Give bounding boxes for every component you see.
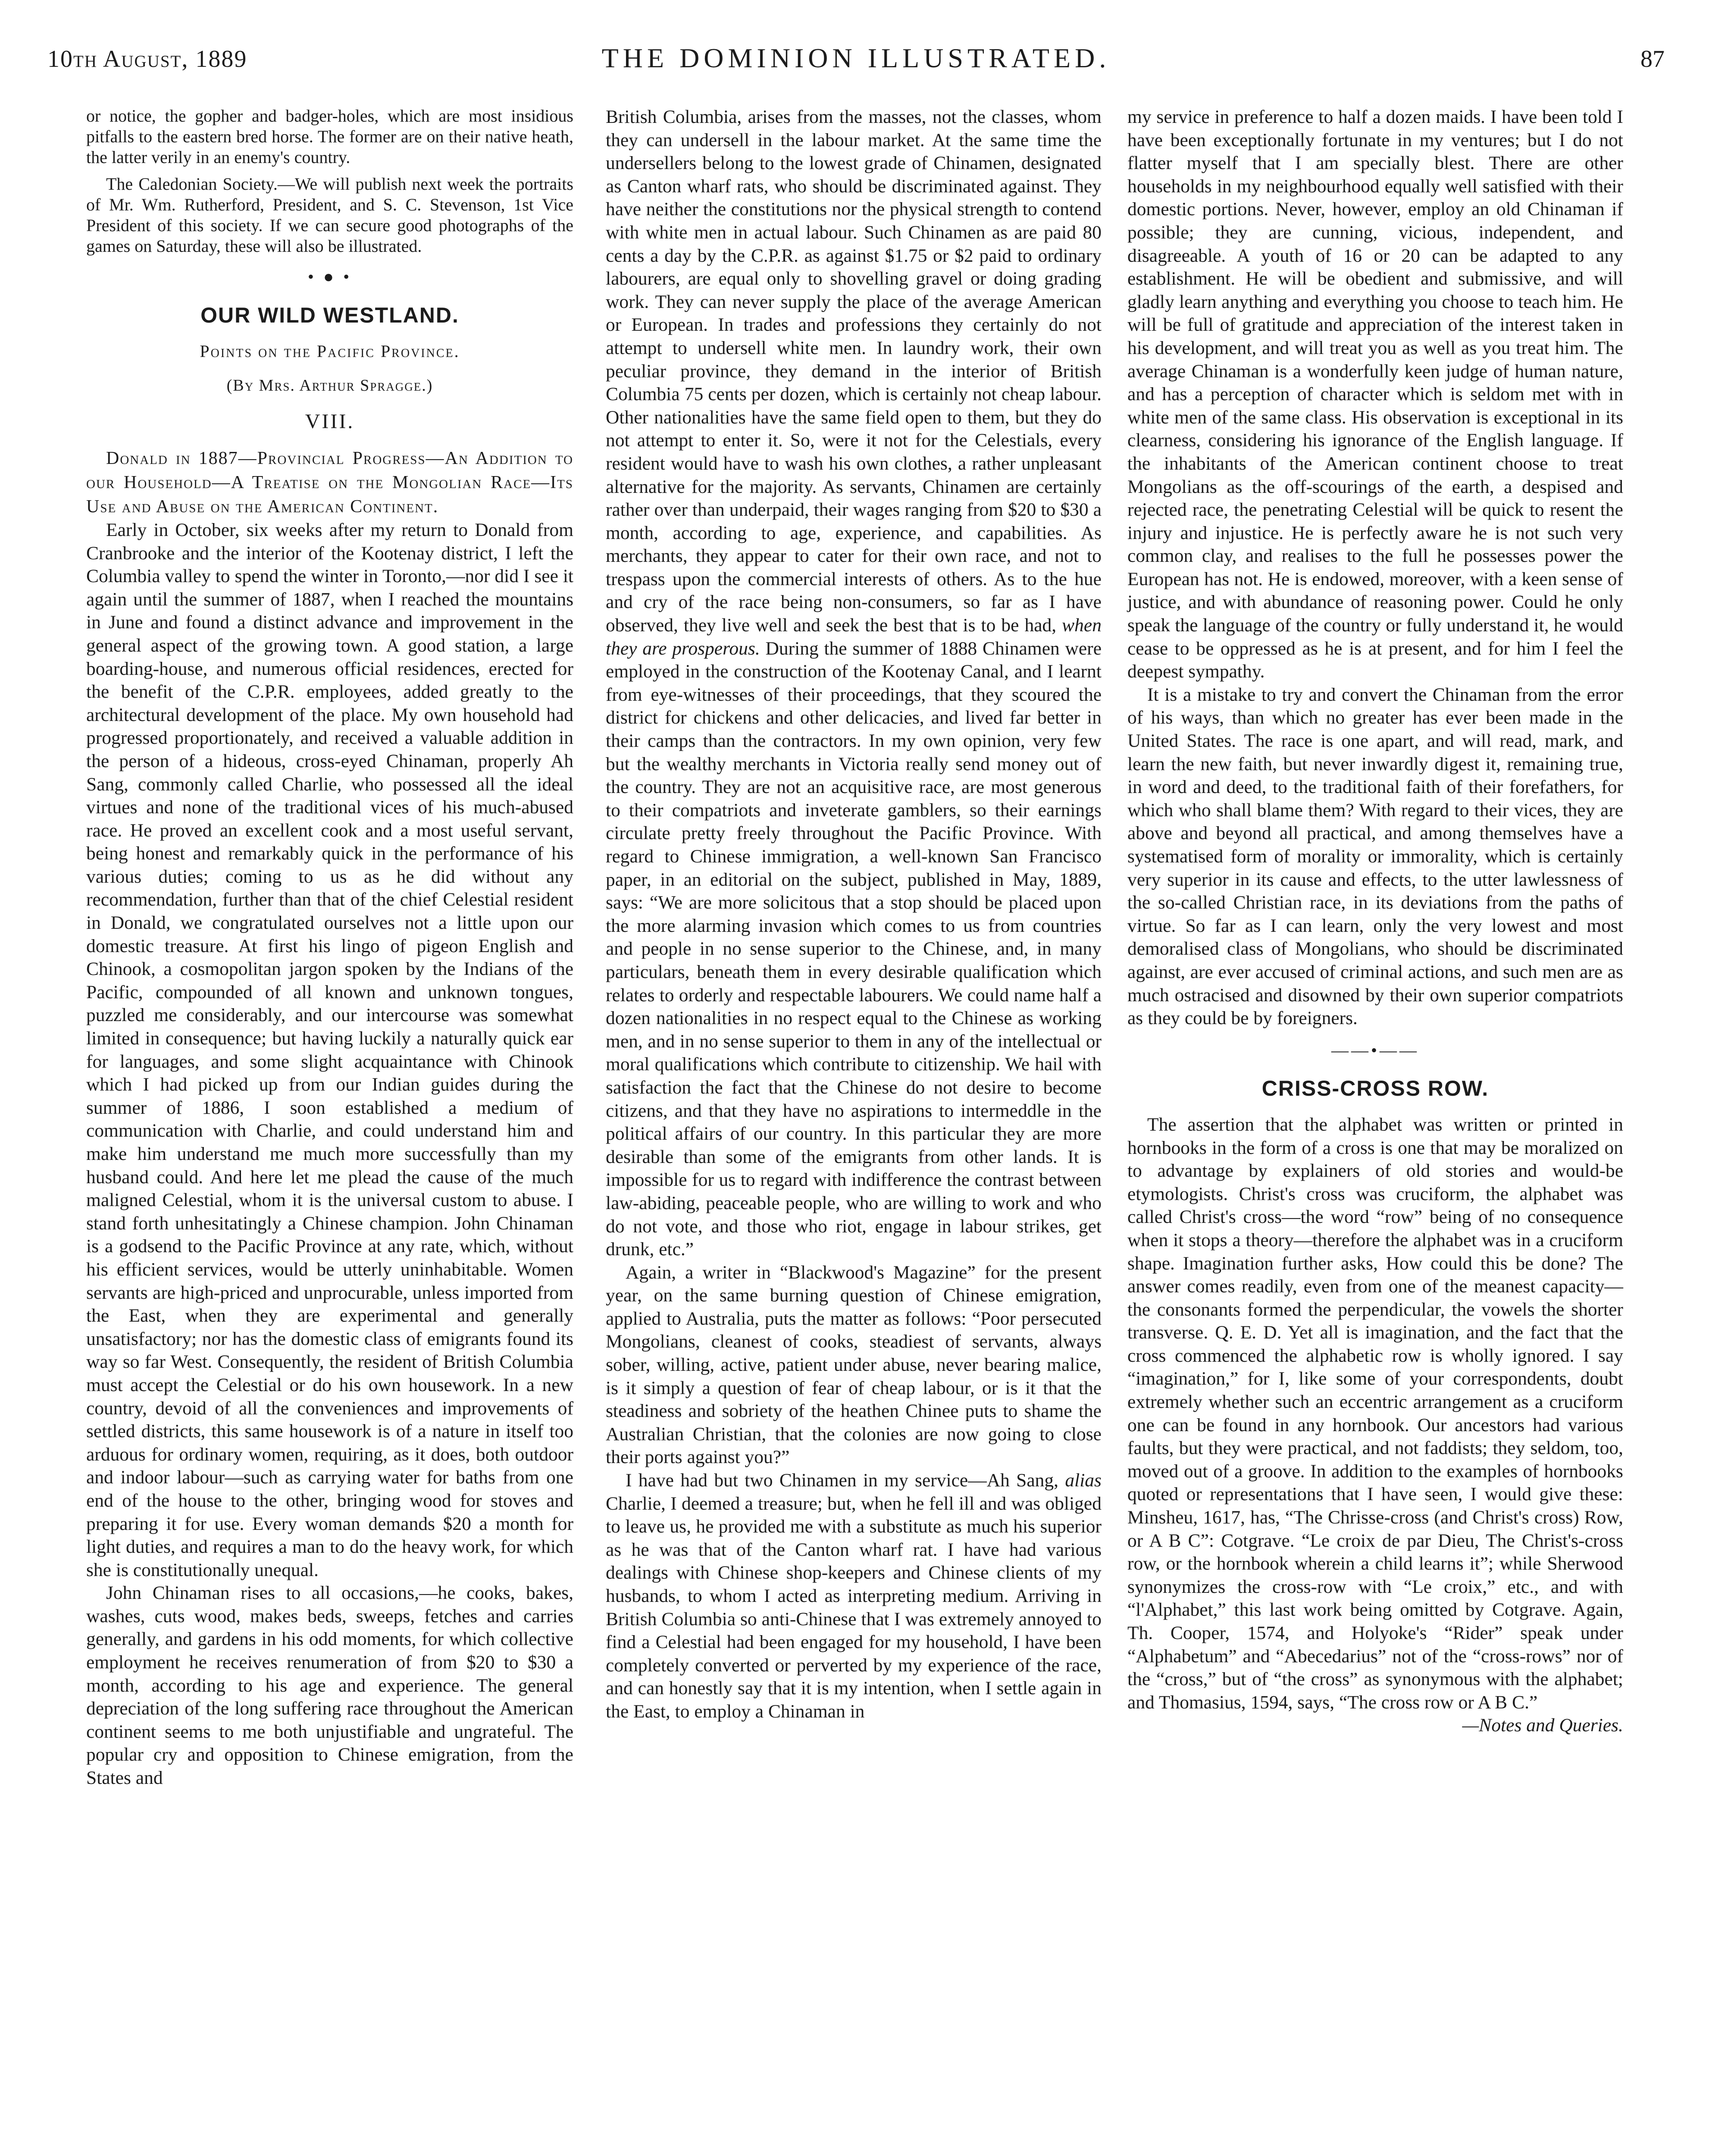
article-paragraph: The assertion that the alphabet was written or printed in hornbooks in the form of a cross is one that may be moralized on to advantage by explainers of old stories and would-be etymologists. Christ's cross was cruciform, the alphabet was called Christ's cross—the word “row” being of no consequence when it stops a theory—therefore the alphabet was in a cruciform shape. Imagination further asks, How could this be done? The answer comes readily, even from one of the meanest capacity—the consonants formed the perpendicular, the vowels the shorter transverse. Q. E. D. Yet all is imagination, and the fact that the cross commenced the alphabetic row is wholly ignored. I say “imagination,” for I, like some of your correspondents, doubt extremely whether such an eccentric arrangement as a cruciform one can be found in any hornbook. Our ancestors had various faults, but they were practical, and not faddists; they seldom, too, moved out of a groove. In addition to the examples of hornbooks quoted or representations that I have seen, I would give these: Minsheu, 1617, has, “The Chrisse-cross (and Christ's cross) Row, or A B C”: Cotgrave. “Le croix de par Dieu, The Christ's-cross row, or the hornbook wherein a child learns it”; while Sherwood synonymizes the cross-row with “Le croix,” etc., and with “l'Alphabet,” this last work being omitted by Cotgrave. Again, Th. Cooper, 1574, and Holyoke's “Rider” speak under “Alphabetum” and “Abecedarius” not of the “cross-rows” nor of the “cross,” but of “the cross” as synonymous with the alphabet; and Thomasius, 1594, says, “The cross row or A B C.” — [1127, 1114, 1623, 1713]
text-run: British Columbia, arises from the masses, not the classes, whom they can undersell in the labour market. At the same time the undersellers belong to the lowest grade of Chinamen, designated as Canton wharf rats, who should be discriminated against. They have neither the constitutions nor the physical strength to contend with white men in actual labour. Such Chinamen as are paid 80 cents a day by the C.P.R. as against $1.75 or $2 paid to ordinary labourers, are equal only to shovelling gravel or doing grading work. They can never supply the place of the average American or European. In trades and professions they certainly do not attempt to undersell white men. In laundry work, their own peculiar province, they demand in the interior of British Columbia 75 cents per dozen, which is certainly not cheap labour. Other nationalities have the same field open to them, but they do not attempt to enter it. So, were it not for the Celestials, every resident would have to wash his own clothes, a rather unpleasant alternative for the majority. As servants, Chinamen are certainly rather over than underpaid, their wages ranging from $20 to $30 a month, according to age, experience, and capabilities. As merchants, they appear to cater for their own race, and not to trespass upon the commercial interests of others. As to the hue and cry of the race being non-consumers, so far as I have observed, they live well and seek the best that is to be had, — [606, 107, 1102, 636]
article-byline: (By Mrs. Arthur Spragge.) — [226, 376, 433, 395]
text-run: I have had but two Chinamen in my service—Ah Sang, — [626, 1470, 1059, 1491]
page-header — [0, 0, 1712, 86]
section-divider: ——•—— — [1331, 1040, 1419, 1060]
column-3 — [1127, 106, 1623, 1737]
column-1 — [86, 106, 573, 1790]
article-paragraph: Early in October, six weeks after my return to Donald from Cranbrooke and the interior of the Kootenay district, I left the Columbia valley to spend the winter in Toronto,—nor did I see it again until the summer of 1887, when I reached the mountains in June and found a distinct advance and improvement in the general aspect of the growing town. A good station, a large boarding-house, and numerous official residences, erected for the benefit of the C.P.R. employees, added greatly to the architectural development of the place. My own household had progressed proportionately, and received a valuable addition in the person of a hideous, cross-eyed Chinaman, properly Ah Sang, commonly called Charlie, who possessed all the ideal virtues and none of the traditional vices of his much-abused race. He proved an excellent cook and a most useful servant, being honest and remarkably quick in the performance of his various duties; coming to us as he did without any recommendation, further than that of the chief Celestial resident in Donald, we congratulated ourselves not a little upon our domestic treasure. At first his lingo of pigeon English and Chinook, a cosmopolitan jargon spoken by the Indians of the Pacific, compounded of all known and unknown tongues, puzzled me considerably, and our intercourse was somewhat limited in consequence; but having luckily a naturally quick ear for languages, and some slight acquaintance with Chinook which I had picked up from our Indian guides during the summer of 1886, I soon established a medium of communication with Charlie, and could understand him and make him understand me much more successfully than my husband could. And here let me plead the cause of the much maligned Celestial, whom it is the universal custom to abuse. I stand forth unhesitatingly a Chinese champion. John Chinaman is a godsend to the Pacific Province at any rate, which, without his efficient services, would be utterly uninhabitable. Women servants are high-priced and unprocurable, unless imported from the East, when they are experimental and generally unsatisfactory; nor has the domestic class of emigrants found its way so far West. Consequently, the resident of British Columbia must accept the Celestial or do his own housework. In a new country, devoid of all the conveniences and improvements of settled districts, this same housework is of a nature in itself too arduous for ordinary women, requiring, as it does, both outdoor and indoor labour—such as carrying water for baths from one end of the house to the other, bringing wood for stoves and preparing it for use. Every woman demands $20 a month for light duties, and requires a man to do the heavy work, for which she is constitutionally unequal. — [86, 519, 573, 1580]
section-divider: • ● • — [307, 267, 352, 286]
continued-text: or notice, the gopher and badger-holes, which are most insidious pitfalls to the eastern bred horse. The former are on their native heath, the latter verily in an enemy's country. — [86, 106, 573, 167]
source-citation: —Notes and Queries. — [1462, 1715, 1623, 1736]
masthead-title: THE DOMINION ILLUSTRATED. — [601, 43, 1111, 73]
article-paragraph — [606, 106, 1102, 1261]
text-run: During the summer of 1888 Chinamen were employed in the construction of the Kootenay Canal, and I learnt from eye-witnesses of their proceedings, that they scoured the district for chickens and other delicacies, and lived far better in their camps than the contractors. In my own opinion, very few but the wealthy merchants in Victoria really send money out of the country. They are not an acquisitive race, are most generous to their compatriots and inveterate gamblers, so their earnings circulate pretty freely throughout the Pacific Province. With regard to Chinese immigration, a well-known San Francisco paper, in an editorial on the subject, published in May, 1889, says: “We are more solicitous that a stop should be placed upon the more alarming invasion which comes to us from countries and people in no sense superior to the Chinese, and, in many particulars, beneath them in every desirable qualification which relates to orderly and respectable labourers. We could name half a dozen nationalities in no respect equal to the Chinese as working men, and in no sense superior to them in any of the intellectual or moral qualifications which contribute to citizenship. We hail with satisfaction the fact that the Chinese do not desire to become citizens, and that they have no aspirations to intermeddle in the political affairs of our country. In this particular they are more desirable than some of the emigrants from other lands. It is impossible for us to regard with indifference the contrast between law-abiding, peaceable people, who are willing to work and who do not vote, and those who riot, engage in labour strikes, get drunk, etc.” — [606, 638, 1102, 1260]
issue-date: 10th August, 1889 — [47, 46, 247, 72]
section-title: CRISS-CROSS ROW. — [1261, 1076, 1489, 1101]
article-paragraph: It is a mistake to try and convert the Chinaman from the error of his ways, than which no greater has ever been made in the United States. The race is one apart, and will read, mark, and learn the new faith, but never inwardly digest it, remaining true, in word and deed, to the traditional faith of their forefathers, for which who shall blame them? With regard to their vices, they are above and beyond all practical, and among themselves have a systematised form of morality or immorality, which is certainly very superior in its cause and effects, to the utter lawlessness of the so-called Christian race, in its deviations from the paths of virtue. So far as I can learn, only the very lowest and most demoralised class of Mongolians, who should be discriminated against, are ever accused of criminal actions, and such men are as much ostracised and disowned by their own superior compatriots as they could be by foreigners. — [1127, 684, 1623, 1029]
italic-text: when they are prosperous. — [606, 615, 1102, 659]
article-paragraph — [606, 1469, 1102, 1724]
italic-text: alias — [1065, 1470, 1102, 1491]
article-subtitle: Points on the Pacific Province. — [200, 342, 460, 361]
article-paragraph: my service in preference to half a dozen maids. I have been told I have been exceptionally fortunate in my ventures; but I do not flatter myself that I am specially blest. There are other households in my neighbourhood equally well satisfied with their domestic portions. Never, however, employ an old Chinaman if possible; they are cunning, vicious, independent, and disagreeable. A youth of 16 or 20 can be adapted to any establishment. He will be obedient and submissive, and will gladly learn anything and everything you choose to teach him. He will be full of gratitude and appreciation of the interest taken in his development, and will treat you as well as you treat him. The average Chinaman is a wonderfully keen judge of human nature, and has a perception of character which is seldom met with in white men of the same class. His observation is exceptional in its clearness, considering his ignorance of the English language. If the inhabitants of the American continent choose to treat Mongolians as the off-scourings of the earth, a despised and rejected race, the penetrating Celestial will be quick to resent the injury and injustice. He is perfectly aware he is not such very common clay, and realises to the full he possesses power the European has not. He is endowed, moreover, with a keen sense of justice, and with abundance of reasoning power. Could he only speak the language of the country or fully understand it, he would cease to be oppressed as he is at present, and for him I feel the deepest sympathy. — [1127, 107, 1623, 682]
article-title: OUR WILD WESTLAND. — [200, 303, 459, 327]
column-2 — [606, 106, 1102, 1724]
chapter-synopsis: Donald in 1887—Provincial Progress—An Addition to our Household—A Treatise on the Mongolian Race—Its Use and Abuse on the American Continent. — [86, 448, 573, 517]
page-number: 87 — [1640, 46, 1665, 72]
article-paragraph: Again, a writer in “Blackwood's Magazine” for the present year, on the same burning question of Chinese emigration, applied to Australia, puts the matter as follows: “Poor persecuted Mongolians, cleanest of cooks, steadiest of servants, always sober, willing, active, patient under abuse, never bearing malice, is it simply a question of fear of cheap labour, or is it that the steadiness and sobriety of the heathen Chinee puts to shame the Australian Christian, that the colonies are now going to close their ports against you?” — [606, 1262, 1102, 1468]
chapter-number: VIII. — [305, 410, 355, 433]
article-paragraph: John Chinaman rises to all occasions,—he cooks, bakes, washes, cuts wood, makes beds, sweeps, fetches and carries generally, and gardens in his odd moments, for which collective employment he receives renumeration of from $20 to $30 a month, according to his age and experience. The general depreciation of the long suffering race throughout the American continent seems to me both unjustifiable and ungrateful. The popular cry and opposition to Chinese emigration, from the States and — [86, 1583, 573, 1789]
text-run: Charlie, I deemed a treasure; but, when he fell ill and was obliged to leave us, he provided me with a substitute as much his superior as he was that of the Canton wharf rat. I have had various dealings with Chinese shop-keepers and Chinese clients of my husbands, to whom I acted as interpreting medium. Arriving in British Columbia so anti-Chinese that I was extremely annoyed to find a Celestial had been engaged for my household, I have been completely converted or perverted by my experience of the race, and can honestly say that it is my intention, when I settle again in the East, to employ a Chinaman in — [606, 1493, 1102, 1722]
society-notice: The Caledonian Society.—We will publish next week the portraits of Mr. Wm. Rutherford, President, and S. C. Stevenson, 1st Vice President of this society. If we can secure good photographs of the games on Saturday, these will also be illustrated. — [86, 174, 573, 256]
